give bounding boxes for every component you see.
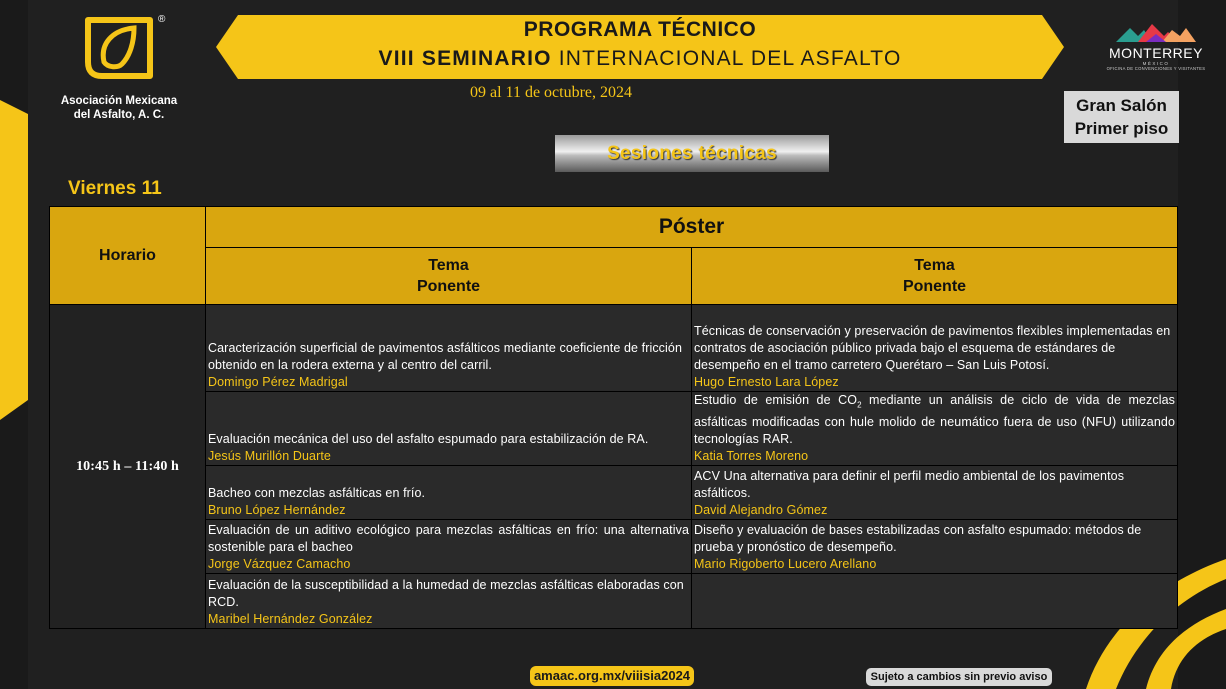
table-row	[50, 392, 1178, 466]
poster-cell	[692, 465, 1178, 519]
poster-speaker: Mario Rigoberto Lucero Arellano	[694, 556, 877, 571]
left-yellow-stripe	[0, 100, 30, 420]
day-label: Viernes 11	[68, 178, 162, 199]
partner-name: MONTERREY	[1109, 45, 1203, 61]
venue-line1: Gran Salón	[1076, 96, 1167, 115]
time-slot: 10:45 h – 11:40 h	[50, 305, 206, 629]
seminar-title-rest: INTERNACIONAL DEL ASFALTO	[558, 47, 902, 70]
header-tema-ponente-left	[206, 248, 692, 305]
title-banner	[216, 15, 1064, 79]
table-row	[50, 519, 1178, 573]
table-row	[50, 465, 1178, 519]
amaac-logo-mark	[82, 14, 156, 82]
registered-mark: ®	[158, 14, 166, 25]
table-row	[50, 305, 1178, 392]
table-row	[50, 573, 1178, 628]
header-tema: Tema	[914, 257, 955, 274]
amaac-logo	[54, 14, 184, 122]
poster-title: Bacheo con mezclas asfálticas en frío.	[208, 485, 426, 500]
change-notice: Sujeto a cambios sin previo aviso	[866, 668, 1052, 686]
poster-cell	[692, 392, 1178, 466]
header-tema: Tema	[428, 257, 469, 274]
poster-cell	[206, 573, 692, 628]
header-ponente: Ponente	[416, 278, 481, 295]
poster-title: Evaluación de un aditivo ecológico para mezclas asfálticas en frío: una alternativa sostenible para el bacheo	[208, 522, 689, 554]
partner-subtitle: OFICINA DE CONVENCIONES Y VISITANTES	[1106, 66, 1206, 71]
venue-line2: Primer piso	[1074, 119, 1169, 138]
venue-box	[1064, 91, 1179, 143]
header-tema-ponente-right	[692, 248, 1178, 305]
schedule-table	[49, 206, 1178, 629]
poster-title: ACV Una alternativa para definir el perfil medio ambiental de los pavimentos asfálticos.	[694, 468, 1125, 500]
poster-title: Caracterización superficial de pavimentos asfálticos mediante coeficiente de fricción obtenido en la rodera externa y al centro del carril.	[208, 341, 683, 372]
poster-speaker: Katia Torres Moreno	[694, 448, 809, 463]
poster-cell	[692, 305, 1178, 392]
poster-cell	[206, 305, 692, 392]
poster-speaker: David Alejandro Gómez	[694, 502, 828, 517]
seminar-title-bold: VIII SEMINARIO	[378, 47, 552, 70]
poster-cell	[206, 519, 692, 573]
poster-speaker: Domingo Pérez Madrigal	[208, 375, 348, 389]
header-ponente: Ponente	[902, 278, 967, 295]
seminar-title	[216, 47, 1064, 71]
poster-speaker: Jorge Vázquez Camacho	[208, 556, 351, 571]
poster-cell	[206, 392, 692, 466]
poster-cell	[206, 465, 692, 519]
section-label: Sesiones técnicas	[555, 135, 829, 172]
program-title: PROGRAMA TÉCNICO	[523, 18, 757, 41]
logo-name-line1: Asociación Mexicana	[60, 95, 178, 107]
poster-speaker: Maribel Hernández González	[208, 611, 373, 626]
poster-title	[694, 392, 1175, 448]
empty-cell	[692, 573, 1178, 628]
header-horario: Horario	[50, 207, 206, 305]
mountains-icon	[1116, 22, 1196, 42]
logo-name-line2: del Asfalto, A. C.	[73, 109, 165, 121]
poster-title-pre: Estudio de emisión de CO	[694, 393, 858, 407]
poster-title: Diseño y evaluación de bases estabilizadas con asfalto espumado: métodos de prueba y pronóstico de desempeño.	[694, 522, 1142, 554]
poster-title: Evaluación mecánica del uso del asfalto espumado para estabilización de RA.	[208, 431, 649, 446]
poster-speaker: Jesús Murillón Duarte	[208, 448, 331, 463]
event-dates: 09 al 11 de octubre, 2024	[470, 84, 633, 101]
poster-cell	[692, 519, 1178, 573]
poster-title: Técnicas de conservación y preservación de pavimentos flexibles implementadas en contratos de asociación público privada bajo el esquema de estándares de desempeño en el tramo carretero Querétaro – San Luis Potosí.	[694, 324, 1171, 372]
poster-title: Evaluación de la susceptibilidad a la humedad de mezclas asfálticas elaboradas con RCD.	[208, 577, 684, 609]
monterrey-logo	[1096, 22, 1216, 71]
poster-title-post: mediante un análisis de ciclo de vida de mezclas asfálticas modificadas con hule molido de neumático fuera de uso (NFU) utilizando tecnologías RAR.	[694, 393, 1176, 446]
poster-speaker: Hugo Ernesto Lara López	[694, 375, 839, 389]
poster-speaker: Bruno López Hernández	[208, 502, 346, 517]
header-poster: Póster	[206, 207, 1178, 248]
partner-country: MÉXICO	[1142, 61, 1170, 66]
poster-title-subscript: 2	[857, 400, 862, 410]
website-link[interactable]: amaac.org.mx/viiisia2024	[530, 666, 694, 686]
